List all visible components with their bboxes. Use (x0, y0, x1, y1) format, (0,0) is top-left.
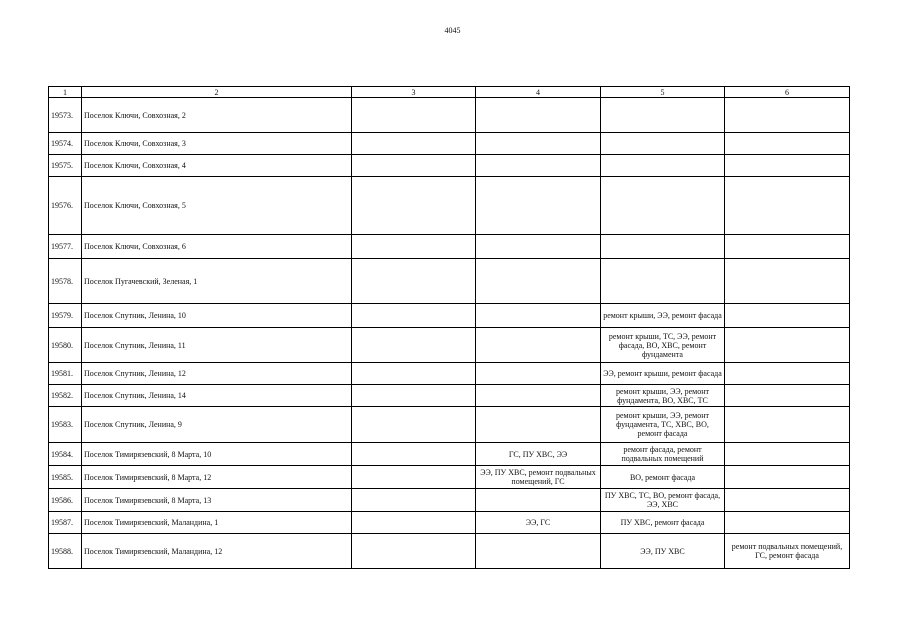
row-col-5 (601, 98, 725, 133)
row-col-5: ремонт крыши, ТС, ЭЭ, ремонт фасада, ВО, ХВС, ремонт фундамента (601, 328, 725, 363)
row-address: Поселок Тимирязевский, 8 Марта, 10 (82, 443, 352, 466)
row-address: Поселок Тимирязевский, Маландина, 12 (82, 534, 352, 569)
row-address: Поселок Ключи, Совхозная, 2 (82, 98, 352, 133)
row-col-4: ЭЭ, ПУ ХВС, ремонт подвальных помещений, ГС (476, 466, 601, 489)
table-row (49, 363, 850, 385)
table-row (49, 133, 850, 155)
row-col-5: ремонт крыши, ЭЭ, ремонт фундамента, ВО, ХВС, ТС (601, 385, 725, 407)
table-row (49, 385, 850, 407)
row-number: 19577. (49, 235, 82, 259)
row-number: 19583. (49, 407, 82, 443)
row-col-6 (725, 466, 850, 489)
row-col-6 (725, 177, 850, 235)
row-col-3 (352, 489, 476, 512)
row-col-5: ПУ ХВС, ремонт фасада (601, 512, 725, 534)
row-col-6 (725, 98, 850, 133)
row-col-3 (352, 177, 476, 235)
table-header-row (49, 87, 850, 98)
register-table (48, 86, 850, 569)
row-col-4 (476, 328, 601, 363)
row-col-3 (352, 466, 476, 489)
row-col-5 (601, 133, 725, 155)
row-col-4 (476, 534, 601, 569)
row-col-5: ремонт крыши, ЭЭ, ремонт фасада (601, 304, 725, 328)
row-address: Поселок Спутник, Ленина, 11 (82, 328, 352, 363)
row-col-5: ПУ ХВС, ТС, ВО, ремонт фасада, ЭЭ, ХВС (601, 489, 725, 512)
row-address: Поселок Спутник, Ленина, 12 (82, 363, 352, 385)
row-col-5: ЭЭ, ремонт крыши, ремонт фасада (601, 363, 725, 385)
row-number: 19588. (49, 534, 82, 569)
row-col-5: ЭЭ, ПУ ХВС (601, 534, 725, 569)
row-number: 19576. (49, 177, 82, 235)
column-header-2: 2 (82, 87, 352, 98)
row-col-6 (725, 489, 850, 512)
row-col-3 (352, 133, 476, 155)
column-header-5: 5 (601, 87, 725, 98)
row-col-5 (601, 259, 725, 304)
page-number: 4045 (444, 26, 461, 35)
row-number: 19587. (49, 512, 82, 534)
row-col-3 (352, 235, 476, 259)
table-row (49, 155, 850, 177)
row-col-4 (476, 177, 601, 235)
row-col-3 (352, 443, 476, 466)
table-row (49, 466, 850, 489)
row-col-6 (725, 328, 850, 363)
row-col-5: ремонт крыши, ЭЭ, ремонт фундамента, ТС, ХВС, ВО, ремонт фасада (601, 407, 725, 443)
table-row (49, 98, 850, 133)
row-number: 19580. (49, 328, 82, 363)
table-row (49, 235, 850, 259)
column-header-6: 6 (725, 87, 850, 98)
table-row (49, 489, 850, 512)
row-number: 19581. (49, 363, 82, 385)
row-col-3 (352, 512, 476, 534)
row-col-3 (352, 534, 476, 569)
row-col-5: ремонт фасада, ремонт подвальных помещений (601, 443, 725, 466)
row-address: Поселок Спутник, Ленина, 14 (82, 385, 352, 407)
row-address: Поселок Спутник, Ленина, 9 (82, 407, 352, 443)
row-col-6 (725, 133, 850, 155)
row-address: Поселок Ключи, Совхозная, 4 (82, 155, 352, 177)
row-address: Поселок Тимирязевский, Маландина, 1 (82, 512, 352, 534)
row-col-4 (476, 407, 601, 443)
row-address: Поселок Ключи, Совхозная, 3 (82, 133, 352, 155)
table-row (49, 534, 850, 569)
row-col-3 (352, 328, 476, 363)
table-row (49, 443, 850, 466)
row-col-4: ЭЭ, ГС (476, 512, 601, 534)
row-col-4 (476, 489, 601, 512)
row-address: Поселок Тимирязевский, 8 Марта, 13 (82, 489, 352, 512)
row-col-4 (476, 235, 601, 259)
row-col-4: ГС, ПУ ХВС, ЭЭ (476, 443, 601, 466)
row-address: Поселок Спутник, Ленина, 10 (82, 304, 352, 328)
row-col-4 (476, 304, 601, 328)
row-col-4 (476, 98, 601, 133)
row-col-3 (352, 304, 476, 328)
row-col-5: ВО, ремонт фасада (601, 466, 725, 489)
row-address: Поселок Ключи, Совхозная, 5 (82, 177, 352, 235)
row-col-3 (352, 363, 476, 385)
column-header-4: 4 (476, 87, 601, 98)
row-number: 19578. (49, 259, 82, 304)
row-number: 19584. (49, 443, 82, 466)
row-number: 19579. (49, 304, 82, 328)
table-row (49, 304, 850, 328)
row-number: 19582. (49, 385, 82, 407)
row-col-6 (725, 155, 850, 177)
row-col-6 (725, 235, 850, 259)
table-row (49, 328, 850, 363)
row-col-6 (725, 407, 850, 443)
row-col-6: ремонт подвальных помещений, ГС, ремонт фасада (725, 534, 850, 569)
row-col-4 (476, 155, 601, 177)
row-col-6 (725, 385, 850, 407)
row-col-6 (725, 363, 850, 385)
row-col-3 (352, 407, 476, 443)
row-col-5 (601, 235, 725, 259)
row-number: 19586. (49, 489, 82, 512)
row-number: 19573. (49, 98, 82, 133)
row-col-3 (352, 259, 476, 304)
table-row (49, 512, 850, 534)
row-col-4 (476, 363, 601, 385)
row-col-3 (352, 155, 476, 177)
row-col-6 (725, 443, 850, 466)
row-col-4 (476, 133, 601, 155)
row-number: 19575. (49, 155, 82, 177)
row-col-4 (476, 259, 601, 304)
row-address: Поселок Ключи, Совхозная, 6 (82, 235, 352, 259)
row-col-3 (352, 98, 476, 133)
row-col-6 (725, 304, 850, 328)
row-number: 19574. (49, 133, 82, 155)
row-number: 19585. (49, 466, 82, 489)
row-col-4 (476, 385, 601, 407)
row-col-6 (725, 259, 850, 304)
table-row (49, 259, 850, 304)
row-col-6 (725, 512, 850, 534)
row-address: Поселок Тимирязевский, 8 Марта, 12 (82, 466, 352, 489)
table-row (49, 407, 850, 443)
row-address: Поселок Пугачевский, Зеленая, 1 (82, 259, 352, 304)
column-header-1: 1 (49, 87, 82, 98)
row-col-5 (601, 155, 725, 177)
table-row (49, 177, 850, 235)
row-col-5 (601, 177, 725, 235)
row-col-3 (352, 385, 476, 407)
column-header-3: 3 (352, 87, 476, 98)
